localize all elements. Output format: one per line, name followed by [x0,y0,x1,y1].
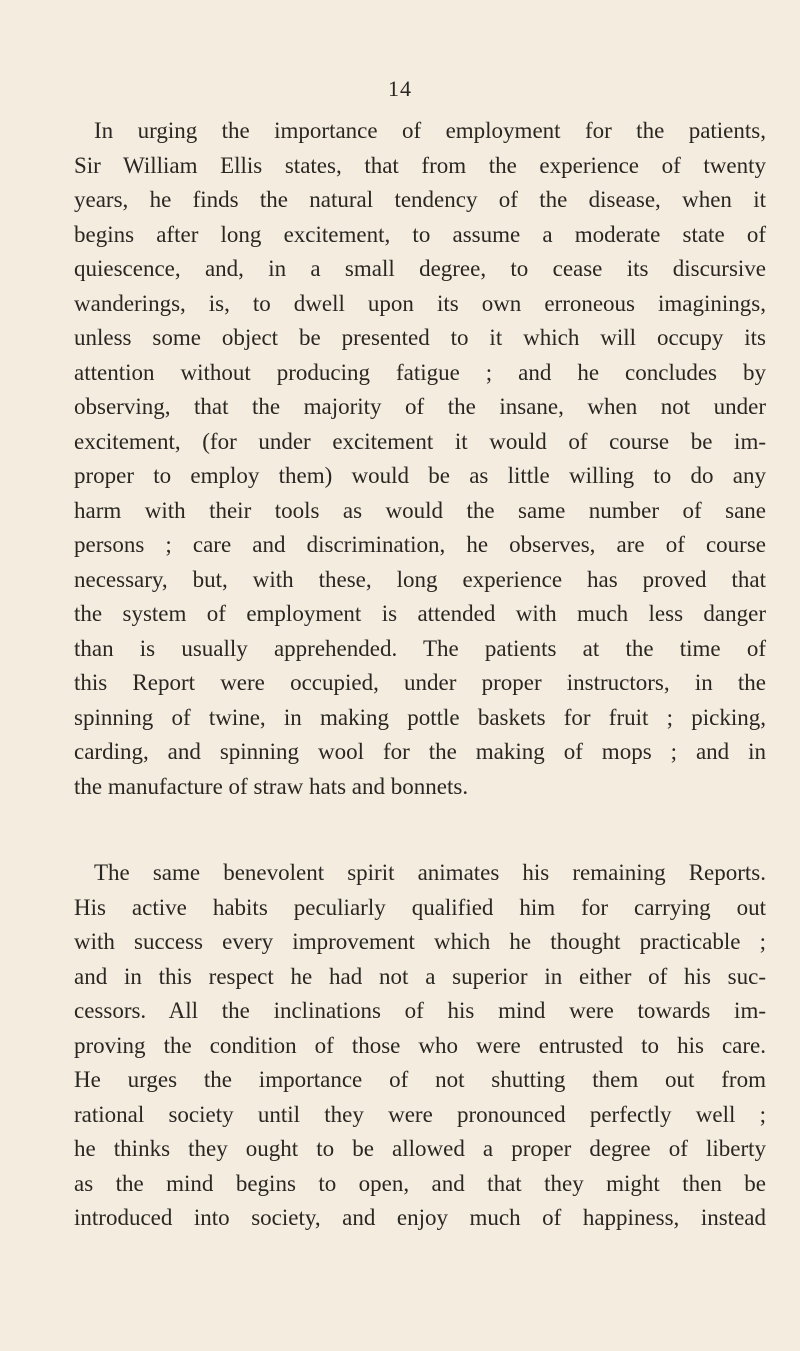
text-line: He urges the importance of not shutting them out from [74,1067,766,1092]
text-line: than is usually apprehended. The patients at the time of [74,635,766,661]
text-line: observing, that the majority of the insane, when not under [74,394,766,419]
text-line: In urging the importance of employment for the patients, [94,118,766,143]
text-line: wanderings, is, to dwell upon its own erroneous imaginings, [74,290,766,316]
text-line: attention without producing fatigue ; and he concludes by [74,359,766,385]
text-line: as the mind begins to open, and that they might then be [74,1170,766,1196]
text-line: this Report were occupied, under proper instructors, in the [74,670,766,695]
text-line: rational society until they were pronounced perfectly well ; [74,1101,766,1127]
text-line: he thinks they ought to be allowed a proper degree of liberty [74,1136,766,1161]
paragraph-1 [74,114,766,804]
text-line: introduced into society, and enjoy much of happiness, instead [74,1205,766,1230]
text-line: proving the condition of those who were entrusted to his care. [74,1032,766,1058]
paragraph-2 [74,856,766,1236]
text-line: The same benevolent spirit animates his remaining Reports. [94,860,766,885]
text-line: and in this respect he had not a superior in either of his suc- [74,963,766,989]
text-line: harm with their tools as would the same number of sane [74,497,766,523]
text-line: spinning of twine, in making pottle baskets for fruit ; picking, [74,704,766,730]
page-number: 14 [388,76,412,101]
text-line: begins after long excitement, to assume a moderate state of [74,221,766,247]
text-line: His active habits peculiarly qualified him for carrying out [74,894,766,920]
text-line: unless some object be presented to it which will occupy its [74,325,766,350]
text-line: the manufacture of straw hats and bonnets. [74,773,469,799]
text-line: with success every improvement which he thought practicable ; [74,929,766,954]
text-line: excitement, (for under excitement it would of course be im- [74,428,766,454]
text-line: years, he finds the natural tendency of the disease, when it [74,187,766,212]
text-line: necessary, but, with these, long experience has proved that [74,566,766,592]
text-line: persons ; care and discrimination, he observes, are of course [74,532,766,557]
text-line: the system of employment is attended with much less danger [74,601,766,626]
text-line: Sir William Ellis states, that from the experience of twenty [74,152,766,178]
text-line: carding, and spinning wool for the making of mops ; and in [74,739,766,764]
text-line: proper to employ them) would be as little willing to do any [74,463,766,488]
text-line: quiescence, and, in a small degree, to cease its discursive [74,256,766,281]
text-line: cessors. All the inclinations of his mind were towards im- [74,998,766,1023]
